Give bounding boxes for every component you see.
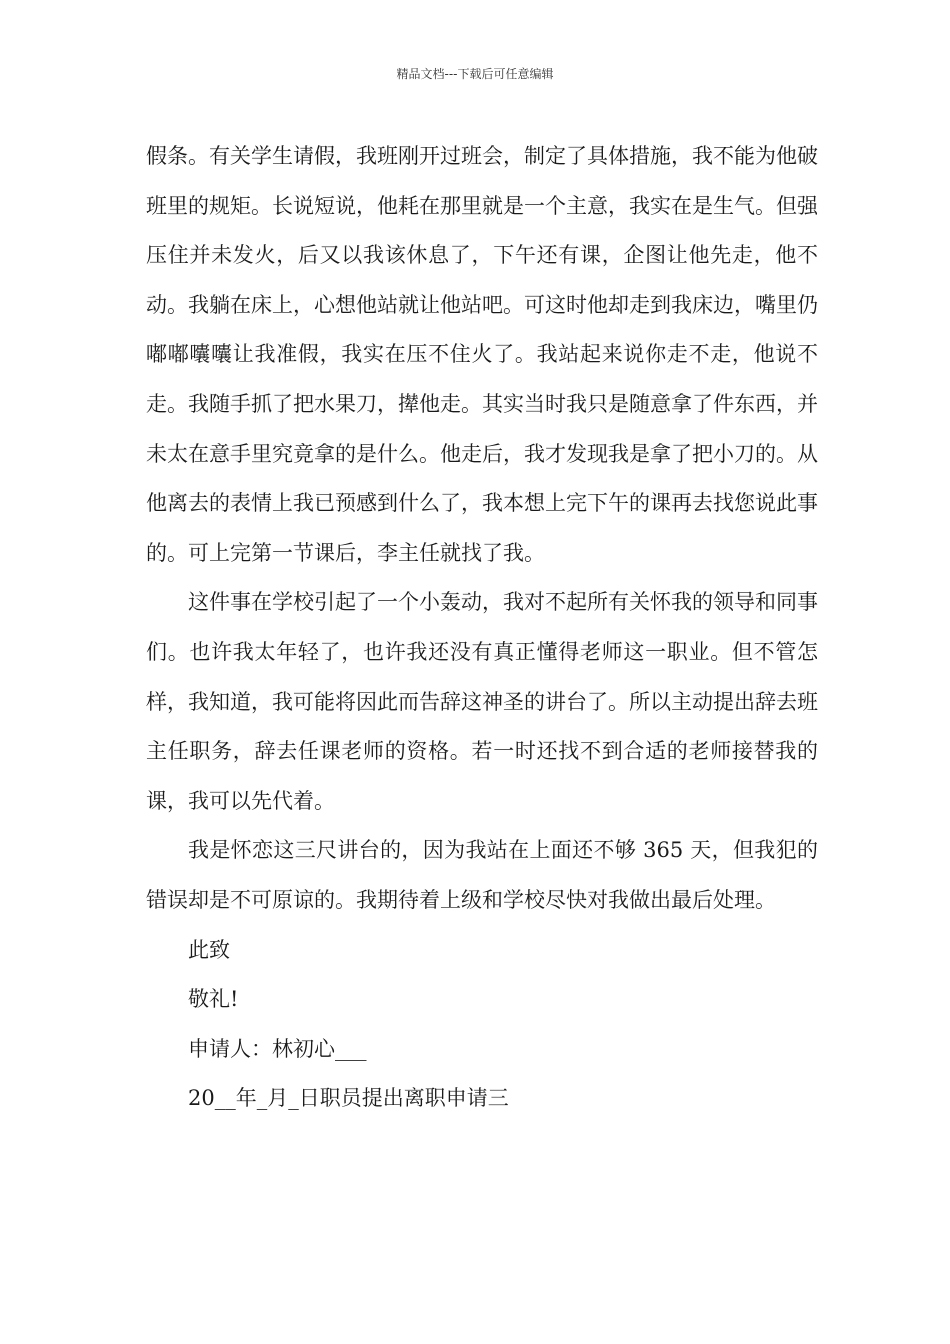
- paragraph-apology: 这件事在学校引起了一个小轰动，我对不起所有关怀我的领导和同事们。也许我太年轻了，也许我还没有真正懂得老师这一职业。但不管怎样，我知道，我可能将因此而告辞这神圣的讲台了。所以主动提出辞去班主任职务，辞去任课老师的资格。若一时还找不到合适的老师接替我的课，我可以先代着。: [146, 590, 818, 813]
- paragraph-continuation: 假条。有关学生请假，我班刚开过班会，制定了具体措施，我不能为他破班里的规矩。长说短说，他耗在那里就是一个主意，我实在是生气。但强压住并未发火，后又以我该休息了，下午还有课，企图让他先走，他不动。我躺在床上，心想他站就让他站吧。可这时他却走到我床边，嘴里仍嘟嘟囔囔让我准假，我实在压不住火了。我站起来说你走不走，他说不走。我随手抓了把水果刀，撵他走。其实当时我只是随意拿了件东西，并未太在意手里究竟拿的是什么。他走后，我才发现我是拿了把小刀的。从他离去的表情上我已预感到什么了，我本想上完下午的课再去找您说此事的。可上完第一节课后，李主任就找了我。: [146, 144, 818, 565]
- closing-respect: 敬礼!: [188, 987, 239, 1012]
- page-header: 精品文档---下载后可任意编辑: [396, 67, 554, 81]
- date-line: 20__年_月_日职员提出离职申请三: [188, 1086, 509, 1111]
- paragraph-conclusion: 我是怀恋这三尺讲台的，因为我站在上面还不够 365 天，但我犯的错误却是不可原谅的。我期待着上级和学校尽快对我做出最后处理。: [146, 838, 818, 912]
- closing-salutation: 此致: [188, 937, 230, 962]
- document-body: [146, 132, 818, 1124]
- applicant-signature: 申请人：林初心___: [188, 1036, 367, 1061]
